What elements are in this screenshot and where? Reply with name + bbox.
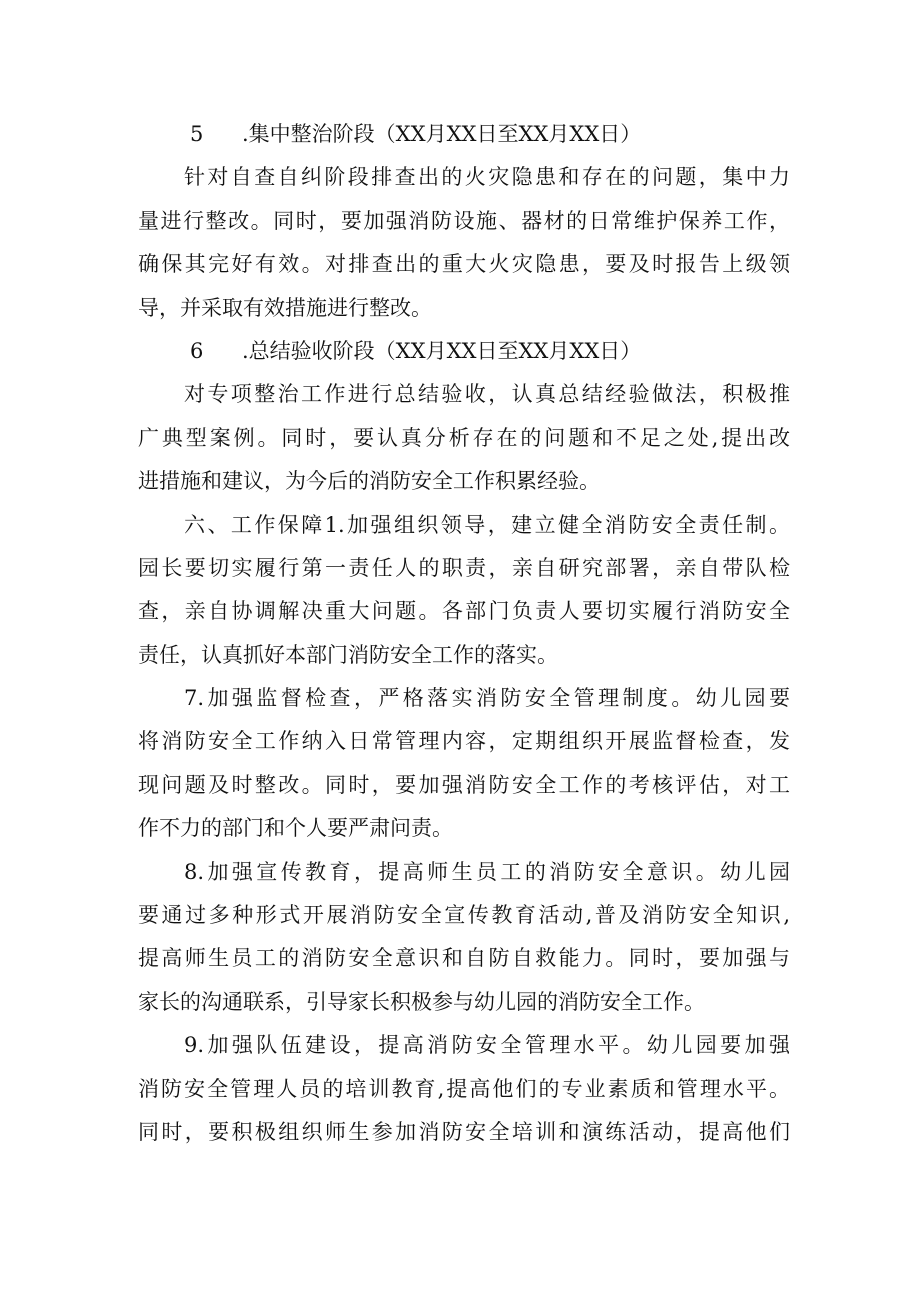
text-line: 消防安全管理人员的培训教育,提高他们的专业素质和管理水平。	[138, 1076, 790, 1101]
text-line: 现问题及时整改。同时，要加强消防安全工作的考核评估，对工	[138, 772, 790, 797]
text-line: 家长的沟通联系，引导家长积极参与幼儿园的消防安全工作。	[138, 989, 705, 1014]
text-line: 9.加强队伍建设，提高消防安全管理水平。幼儿园要加强	[184, 1033, 790, 1058]
document-body	[138, 113, 790, 1154]
text-line: 8.加强宣传教育，提高师生员工的消防安全意识。幼儿园	[184, 859, 790, 884]
paragraph-summary-acceptance	[138, 373, 790, 503]
text-line: 对专项整治工作进行总结验收，认真总结经验做法，积极推	[184, 382, 790, 407]
paragraph-centralized-rectification	[138, 156, 790, 330]
text-line: 进措施和建议，为今后的消防安全工作积累经验。	[138, 469, 600, 494]
text-line: 提高师生员工的消防安全意识和自防自救能力。同时，要加强与	[138, 946, 790, 971]
text-line: 责任，认真抓好本部门消防安全工作的落实。	[138, 642, 558, 667]
text-line: 将消防安全工作纳入日常管理内容，定期组织开展监督检查，发	[138, 729, 790, 754]
paragraph-publicity-education	[138, 851, 790, 1025]
heading-text: .总结验收阶段（XX月XX日至XX月XX日）	[242, 338, 642, 363]
heading-number: 6	[190, 338, 204, 363]
paragraph-team-building	[138, 1024, 790, 1154]
section-heading-6	[138, 330, 790, 373]
text-line: 7.加强监督检查，严格落实消防安全管理制度。幼儿园要	[184, 686, 790, 711]
text-line: 针对自查自纠阶段排查出的火灾隐患和存在的问题，集中力	[184, 165, 790, 190]
text-line: 要通过多种形式开展消防安全宣传教育活动,普及消防安全知识,	[138, 903, 790, 928]
text-line: 同时，要积极组织师生参加消防安全培训和演练活动，提高他们	[138, 1119, 790, 1144]
paragraph-supervision-inspection	[138, 677, 790, 851]
section-heading-5	[138, 113, 790, 156]
text-line: 确保其完好有效。对排查出的重大火灾隐患，要及时报告上级领	[138, 252, 790, 277]
text-line: 量进行整改。同时，要加强消防设施、器材的日常维护保养工作，	[138, 208, 790, 233]
text-line: 导，并采取有效措施进行整改。	[138, 295, 432, 320]
text-line: 查，亲自协调解决重大问题。各部门负责人要切实履行消防安全	[138, 599, 790, 624]
text-line: 园长要切实履行第一责任人的职责，亲自研究部署，亲自带队检	[138, 555, 790, 580]
heading-text: .集中整治阶段（XX月XX日至XX月XX日）	[242, 122, 642, 146]
text-line: 六、工作保障1.加强组织领导，建立健全消防安全责任制。	[184, 512, 790, 537]
paragraph-work-guarantee	[138, 504, 790, 678]
text-line: 作不力的部门和个人要严肃问责。	[138, 816, 453, 841]
text-line: 广典型案例。同时，要认真分析存在的问题和不足之处,提出改	[138, 425, 790, 450]
heading-number: 5	[190, 122, 204, 146]
